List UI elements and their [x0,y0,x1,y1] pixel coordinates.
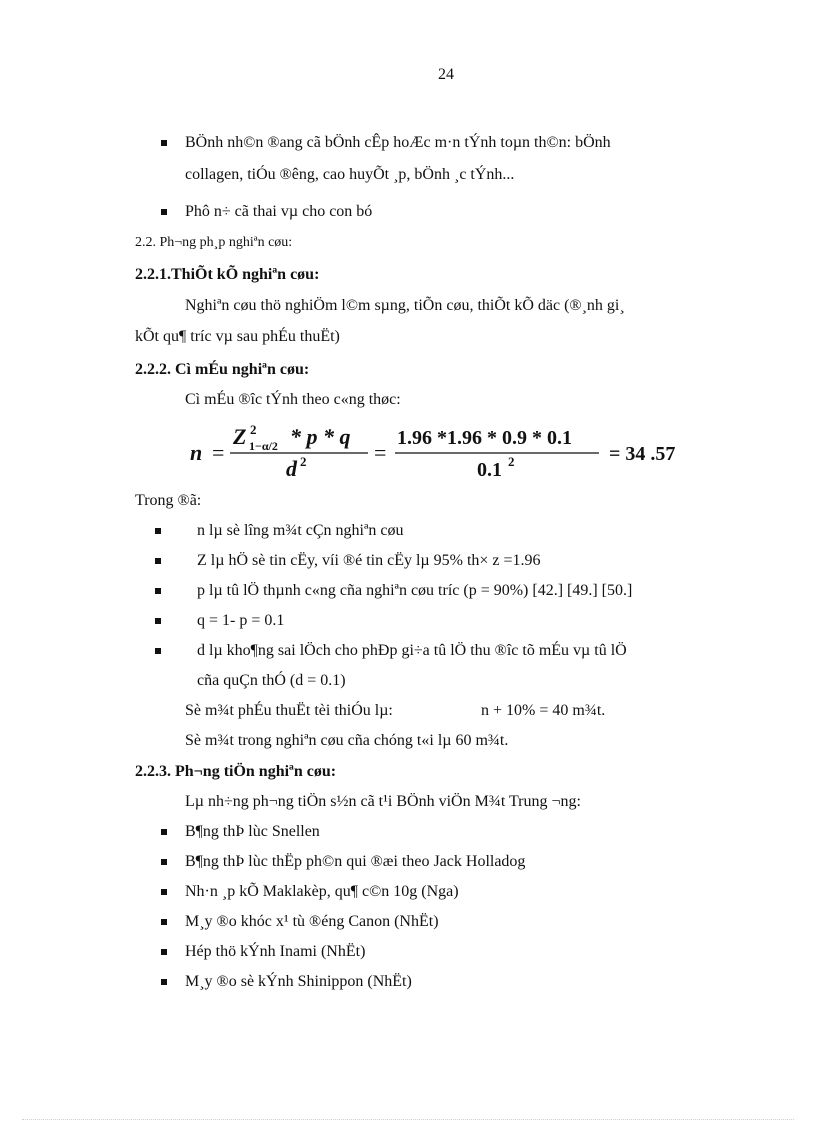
def-n: n lµ sè lîng m¾t cÇn nghiªn cøu [197,522,404,539]
formula-z-superscript: 2 [250,422,257,437]
intro-bullet-1-line2: collagen, tiÓu ®êng, cao huyÕt ¸p, bÖnh ¸c tÝnh... [185,166,515,183]
equipment-item: M¸y ®o khóc x¹ tù ®éng Canon (NhËt) [185,913,439,930]
equipment-item: Nh·n ¸p kÕ Maklakèp, qu¶ c©n 10g (Nga) [185,883,459,900]
formula-equals-2: = [374,440,387,465]
bullet-marker [161,919,167,925]
bullet-marker [155,618,161,624]
equipment-item: Hép thö kÝnh Inami (NhËt) [185,943,366,960]
formula-z: Z [233,424,247,449]
equipment-item: B¶ng thÞ lùc Snellen [185,823,320,840]
design-paragraph-line2: kÕt qu¶ tríc vµ sau phÉu thuËt) [135,328,340,345]
section-2-2-3-heading: 2.2.3. Ph¬ng tiÖn nghiªn cøu: [135,763,337,780]
formula-equals-1: = [212,440,225,465]
def-d-line1: d lµ kho¶ng sai lÖch cho phÐp gi÷a tû lÖ thu ®îc tõ mÉu vµ tû lÖ [197,642,627,659]
bullet-marker [155,558,161,564]
formula-denominator-superscript: 2 [300,454,307,469]
bullet-marker [155,648,161,654]
formula-n: n [190,440,203,465]
def-q: q = 1- p = 0.1 [197,612,285,629]
trong-do-label: Trong ®ã: [135,492,202,509]
bullet-marker [161,889,167,895]
min-eyes-label: Sè m¾t phÉu thuËt tèi thiÓu lµ: [185,702,393,719]
formula-denominator: d [286,456,297,481]
intro-bullet-1-line1: BÖnh nh©n ®ang cã bÖnh cÊp hoÆc m·n tÝnh toµn th©n: bÖnh [185,134,611,151]
formula-numeric-numerator: 1.96 *1.96 * 0.9 * 0.1 [397,427,572,449]
study-eyes-count: Sè m¾t trong nghiªn cøu cña chóng t«i lµ 60 m¾t. [185,732,509,749]
def-d-line2: cña quÇn thÓ (d = 0.1) [197,672,346,689]
formula-result: = 34 .57 [609,443,676,465]
equipment-item: B¶ng thÞ lùc thËp ph©n qui ®æi theo Jack Holladog [185,853,526,870]
section-2-2-1-heading: 2.2.1.ThiÕt kÕ nghiªn cøu: [135,266,320,283]
sample-size-intro: Cì mÉu ®îc tÝnh theo c«ng thøc: [185,391,401,408]
def-z: Z lµ hÖ sè tin cËy, víi ®é tin cËy lµ 95% th× z =1.96 [197,552,541,569]
bullet-marker [161,979,167,985]
formula-z-subscript: 1−α/2 [249,439,278,453]
bullet-marker [161,209,167,215]
bullet-marker [155,588,161,594]
page-number: 24 [438,66,454,83]
min-eyes-value: n + 10% = 40 m¾t. [481,702,606,719]
formula-numerator-rest: * p * q [290,424,351,449]
bullet-marker [161,140,167,146]
bullet-marker [161,829,167,835]
page-bottom-rule [22,1119,794,1120]
equipment-item: M¸y ®o sè kÝnh Shinippon (NhËt) [185,973,412,990]
formula-numeric-denominator: 0.1 [477,459,502,481]
bullet-marker [161,949,167,955]
section-2-2-2-heading: 2.2.2. Cì mÉu nghiªn cøu: [135,361,310,378]
bullet-marker [161,859,167,865]
sample-size-formula [190,420,710,480]
bullet-marker [155,528,161,534]
design-paragraph-line1: Nghiªn cøu thö nghiÖm l©m sµng, tiÕn cøu, thiÕt kÕ däc (®¸nh gi¸ [185,297,625,314]
def-p: p lµ tû lÖ thµnh c«ng cña nghiªn cøu tríc (p = 90%) [42.] [49.] [50.] [197,582,633,599]
formula-numeric-denominator-superscript: 2 [508,454,515,469]
intro-bullet-2: Phô n÷ cã thai vµ cho con bó [185,203,373,220]
equipment-intro: Lµ nh÷ng ph¬ng tiÖn s½n cã t¹i BÖnh viÖn M¾t Trung ¬ng: [185,793,581,810]
section-2-2-heading: 2.2. Ph¬ng ph¸p nghiªn cøu: [135,235,293,250]
